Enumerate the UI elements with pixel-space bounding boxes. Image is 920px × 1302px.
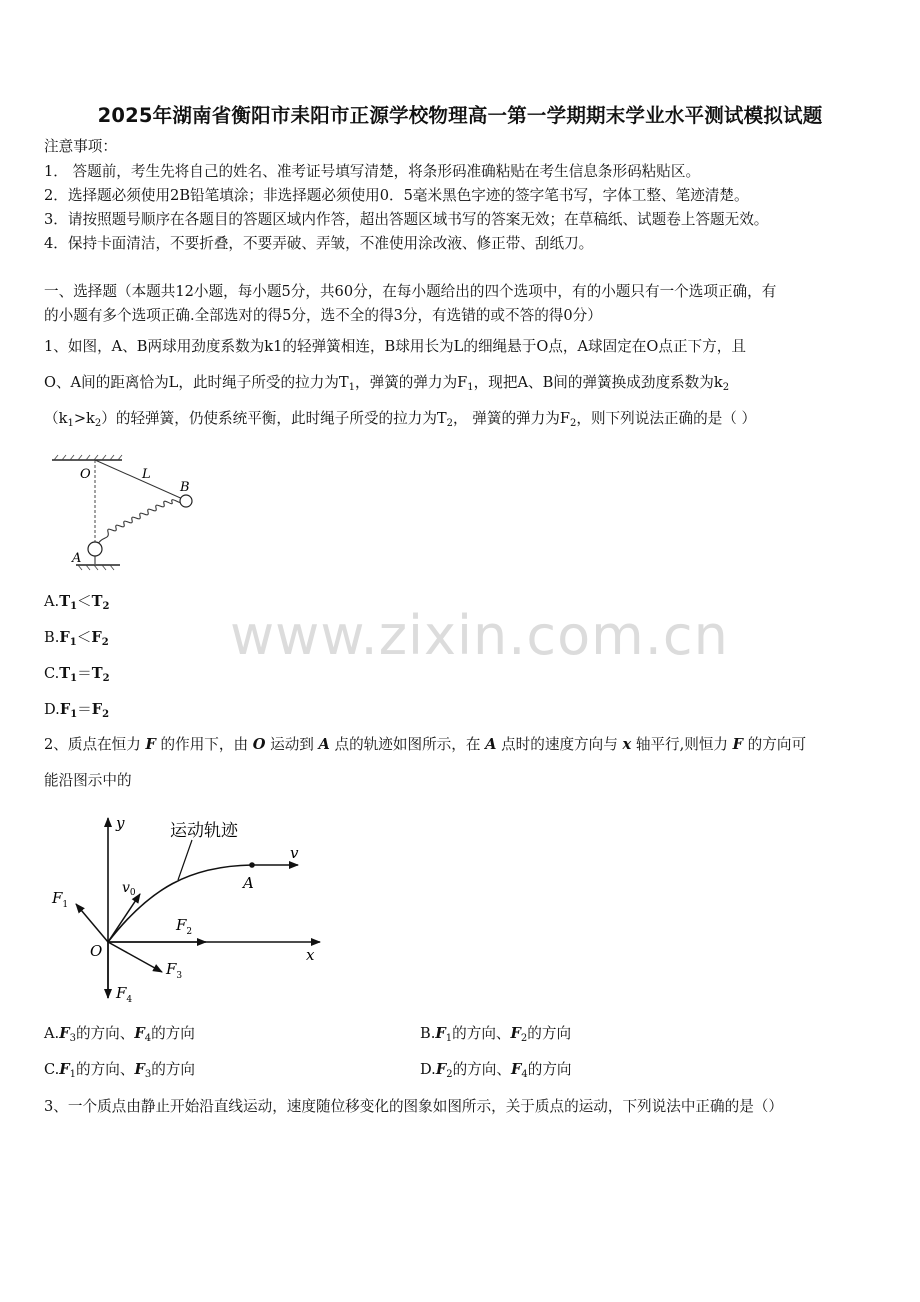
question-1-text: $(k_1>k_2)$的轻弹簧，仍使系统平衡，此时绳子所受的拉力为$T_2$， 弹簧的弹力为$F_2$，则下列说法正确的是（ ） xyxy=(44,410,757,429)
origin-o-label: O xyxy=(90,942,103,960)
trajectory-figure xyxy=(40,808,340,1008)
ball-a-label: A xyxy=(72,551,82,566)
notice-item: 3．请按照题号顺序在各题目的答题区域内作答，超出答题区域书写的答案无效；在草稿纸、试题卷上答题无效。 xyxy=(44,211,769,228)
question-3-text: 3、一个质点由静止开始沿直线运动，速度随位移变化的图象如图所示，关于质点的运动，下列说法中正确的是（） xyxy=(44,1098,783,1115)
point-a-label: A xyxy=(243,874,254,892)
question-2-text: 能沿图示中的 xyxy=(44,772,132,789)
question-1-text: 1、如图，A、B两球用劲度系数为k1的轻弹簧相连，B球用长为L的细绳悬于O点，A球固定在O点正下方，且 xyxy=(44,338,746,355)
length-l-label: L xyxy=(142,467,151,482)
notice-item: 4．保持卡面清洁，不要折叠，不要弄破、弄皱，不准使用涂改液、修正带、刮纸刀。 xyxy=(44,235,594,252)
option-a[interactable]: $A.T_1<T_2$ xyxy=(44,593,110,612)
question-2-text: 2、质点在恒力 F 的作用下，由 O 运动到 A 点的轨迹如图所示，在 A 点时的速度方向与 x 轴平行,则恒力 F 的方向可 xyxy=(44,736,807,753)
spring-pendulum-figure xyxy=(40,448,210,576)
watermark: www.zixin.com.cn xyxy=(230,604,729,667)
velocity-v-label: v xyxy=(290,844,299,862)
option-d[interactable]: $D.F_2$的方向、$F_4$的方向 xyxy=(420,1061,572,1080)
option-a[interactable]: $A.F_3$的方向、$F_4$的方向 xyxy=(44,1025,195,1044)
option-b[interactable]: $B.F_1<F_2$ xyxy=(44,629,109,648)
option-c[interactable]: $C.F_1$的方向、$F_3$的方向 xyxy=(44,1061,195,1080)
trajectory-label: 运动轨迹 xyxy=(170,821,238,841)
option-c[interactable]: $C.T_1=T_2$ xyxy=(44,665,110,684)
section-instructions: 的小题有多个选项正确.全部选对的得5分，选不全的得3分，有选错的或不答的得0分） xyxy=(44,307,602,324)
notice-item: 2．选择题必须使用2B铅笔填涂；非选择题必须使用0．5毫米黑色字迹的签字笔书写，字体工整、笔迹清楚。 xyxy=(44,187,749,204)
force-f1-label: $F_1$ xyxy=(52,889,69,910)
notice-heading: 注意事项： xyxy=(44,138,117,155)
y-axis-label: y xyxy=(116,814,125,832)
notice-item: 1． 答题前，考生先将自己的姓名、准考证号填写清楚，将条形码准确粘贴在考生信息条形码粘贴区。 xyxy=(44,163,701,180)
x-axis-label: x xyxy=(306,946,315,964)
page-title: 2025年湖南省衡阳市耒阳市正源学校物理高一第一学期期末学业水平测试模拟试题 xyxy=(97,104,823,127)
ball-b-label: B xyxy=(180,480,190,495)
question-1-text: O、A间的距离恰为L，此时绳子所受的拉力为$T_1$，弹簧的弹力为$F_1$，现把A、B间的弹簧换成劲度系数为$k_2$ xyxy=(44,374,730,393)
section-instructions: 一、选择题（本题共12小题，每小题5分，共60分，在每小题给出的四个选项中，有的小题只有一个选项正确，有 xyxy=(44,283,777,300)
force-f3-label: $F_3$ xyxy=(166,960,183,981)
force-f4-label: $F_4$ xyxy=(116,984,133,1005)
option-d[interactable]: $D.F_1=F_2$ xyxy=(44,701,110,720)
point-o-label: O xyxy=(80,467,91,482)
option-b[interactable]: $B.F_1$的方向、$F_2$的方向 xyxy=(420,1025,572,1044)
force-f2-label: $F_2$ xyxy=(176,916,193,937)
velocity-v0-label: $v_0$ xyxy=(122,880,136,898)
